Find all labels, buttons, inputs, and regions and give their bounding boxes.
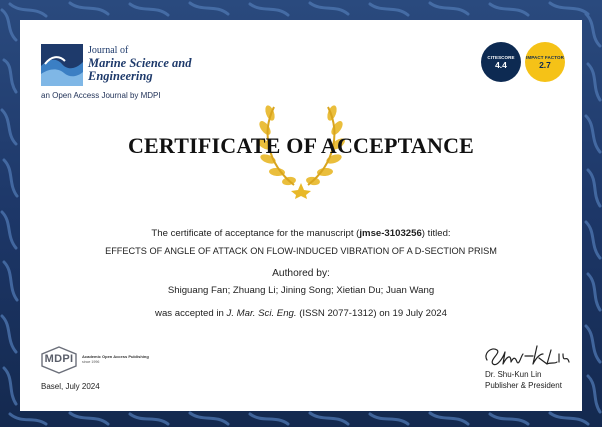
journal-tagline: an Open Access Journal by MDPI — [41, 91, 161, 100]
impact-factor-badge — [525, 42, 565, 82]
accepted-prefix: was accepted in — [155, 308, 227, 319]
acceptance-statement — [20, 308, 582, 319]
intro-before: The certificate of acceptance for the manuscript ( — [151, 228, 360, 239]
citescore-value: 4.4 — [495, 59, 507, 70]
citescore-badge — [481, 42, 521, 82]
place-and-date: Basel, July 2024 — [41, 382, 100, 391]
mdpi-wordmark: MDPI — [44, 353, 74, 365]
signer-title: Publisher & President — [485, 381, 562, 390]
impact-factor-value: 2.7 — [539, 59, 551, 70]
intro-after: ) titled: — [421, 228, 451, 239]
certificate-card — [20, 20, 582, 411]
certificate-title: CERTIFICATE OF ACCEPTANCE — [127, 133, 475, 158]
handwritten-signature — [481, 340, 571, 368]
accepted-suffix: (ISSN 2077-1312) on 19 July 2024 — [296, 308, 447, 319]
acceptance-intro — [20, 228, 582, 239]
manuscript-id: jmse-3103256 — [359, 228, 422, 239]
citescore-label: CITESCORE — [487, 54, 515, 60]
publisher-tagline: Academic Open Access Publishing — [82, 354, 149, 359]
impact-factor-label: IMPACT FACTOR — [526, 54, 564, 60]
journal-name: Marine Science and Engineering — [88, 56, 192, 83]
authored-by-label: Authored by: — [272, 268, 330, 279]
journal-name-prefix: Journal of — [88, 45, 129, 56]
author-list: Shiguang Fan; Zhuang Li; Jining Song; Xietian Du; Juan Wang — [167, 285, 435, 296]
journal-abbreviation: J. Mar. Sci. Eng. — [226, 308, 297, 319]
publisher-since: since 1996 — [82, 360, 100, 364]
manuscript-title: EFFECTS OF ANGLE OF ATTACK ON FLOW-INDUCED VIBRATION OF A D-SECTION PRISM — [105, 246, 497, 256]
signer-name: Dr. Shu-Kun Lin — [485, 370, 542, 379]
journal-wave-logo-icon — [41, 44, 83, 86]
